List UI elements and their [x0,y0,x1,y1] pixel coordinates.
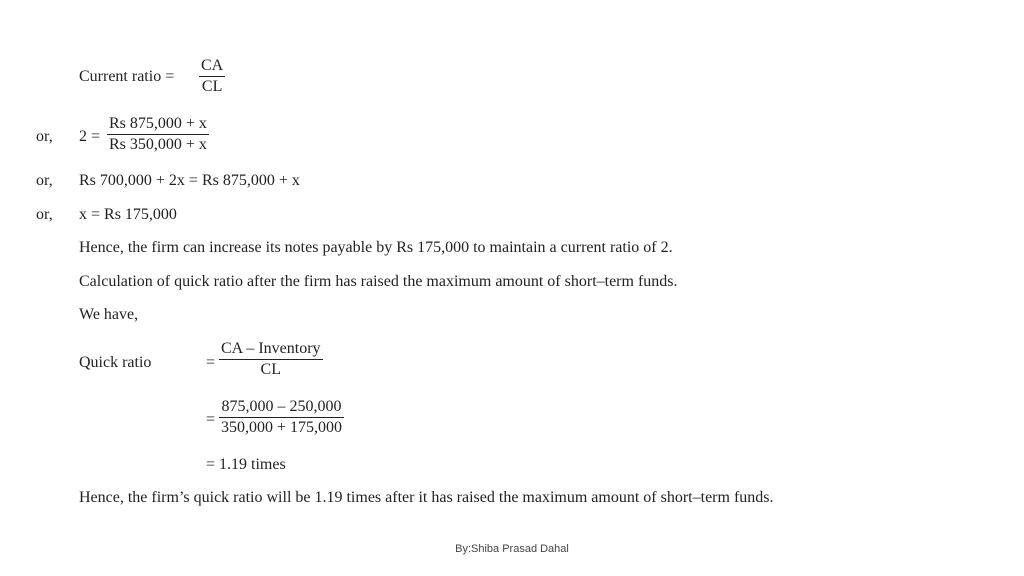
quick-ratio-equals-2: = [206,411,216,428]
current-ratio-denominator: CL [201,78,223,95]
quick-ratio-equals-1: = [206,354,216,371]
step1-lhs: 2 = [79,128,101,145]
step3-equation: x = Rs 175,000 [79,206,177,223]
step2-prefix: or, [36,172,53,189]
quick-ratio-result: = 1.19 times [206,456,286,473]
quick-ratio-heading: Calculation of quick ratio after the firm has raised the maximum amount of short–term funds. [79,273,678,290]
step1-fraction [107,115,209,154]
step1-prefix: or, [36,128,53,145]
current-ratio-fraction [199,57,225,96]
current-ratio-numerator: CA [199,57,225,77]
quick-ratio-numerator-1: CA – Inventory [219,340,323,360]
quick-ratio-numerator-2: 875,000 – 250,000 [219,398,344,418]
we-have-text: We have, [79,306,139,323]
quick-ratio-label: Quick ratio [79,354,152,371]
conclusion-quick-ratio: Hence, the firm’s quick ratio will be 1.19 times after it has raised the maximum amount of short–term funds. [79,489,774,506]
step1-denominator: Rs 350,000 + x [109,136,207,153]
step3-prefix: or, [36,206,53,223]
conclusion-current-ratio: Hence, the firm can increase its notes payable by Rs 175,000 to maintain a current ratio of 2. [79,239,673,256]
quick-ratio-fraction-2 [219,398,344,437]
current-ratio-label: Current ratio = [79,68,175,85]
step2-equation: Rs 700,000 + 2x = Rs 875,000 + x [79,172,300,189]
quick-ratio-denominator-1: CL [260,361,281,378]
quick-ratio-denominator-2: 350,000 + 175,000 [221,419,343,436]
quick-ratio-fraction-1 [219,340,323,379]
step1-numerator: Rs 875,000 + x [107,115,209,135]
author-footer: By:Shiba Prasad Dahal [455,543,569,555]
